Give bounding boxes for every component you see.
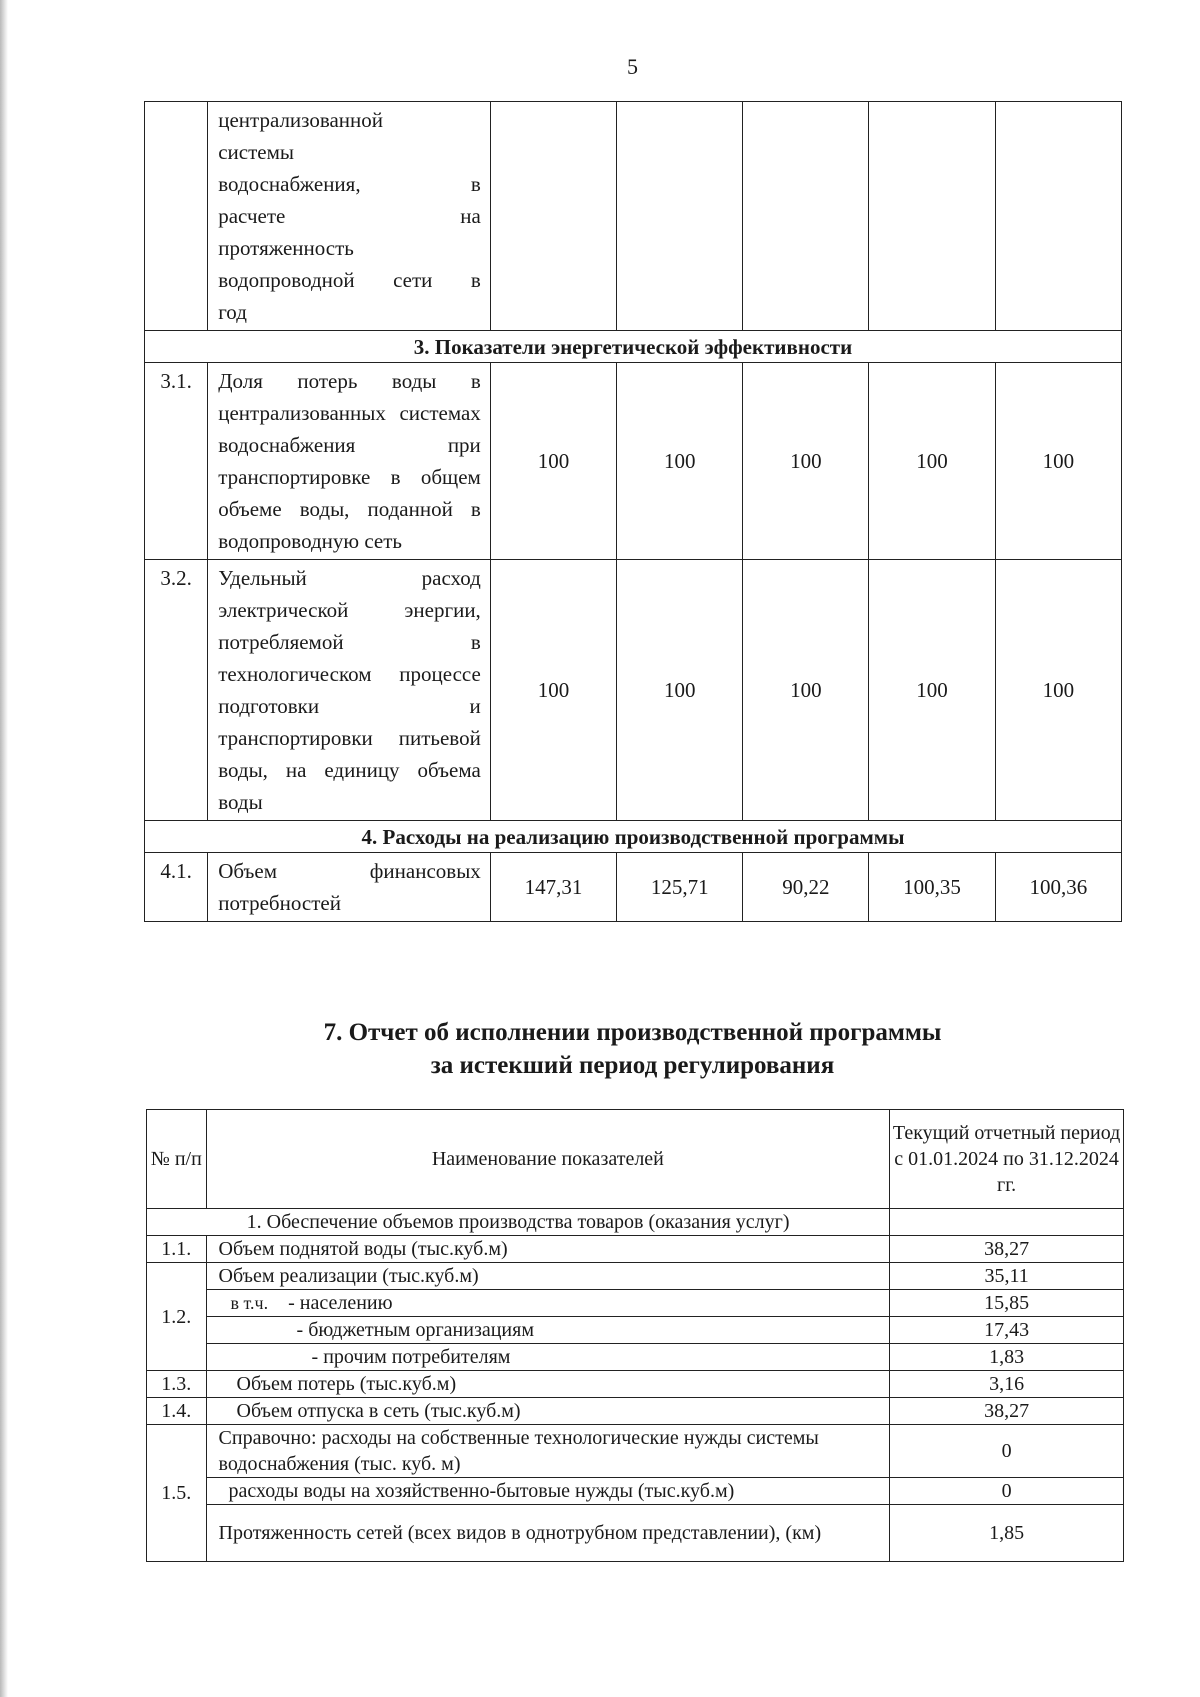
value-cell: 125,71 bbox=[617, 853, 743, 922]
value-cell: 100 bbox=[869, 363, 995, 560]
row-number-cell: 1.5. bbox=[147, 1425, 207, 1562]
value-cell bbox=[890, 1209, 1124, 1236]
table-row bbox=[147, 1263, 1124, 1290]
indicator-label: - бюджетным организациям bbox=[206, 1317, 890, 1344]
indicator-label: - прочим потребителям bbox=[206, 1344, 890, 1371]
value-cell: 100 bbox=[743, 560, 869, 821]
value-cell: 35,11 bbox=[890, 1263, 1124, 1290]
table-row bbox=[145, 560, 1122, 821]
indicators-table-continued bbox=[144, 101, 1122, 922]
indicator-label: Объем отпуска в сеть (тыс.куб.м) bbox=[206, 1398, 890, 1425]
value-cell: 100,35 bbox=[869, 853, 995, 922]
indicator-label: Справочно: расходы на собственные технологические нужды системы водоснабжения (тыс. куб. м) bbox=[206, 1425, 890, 1478]
table-row bbox=[147, 1317, 1124, 1344]
value-cell: 100,36 bbox=[995, 853, 1121, 922]
indicator-name-cell: Доля потерь воды в централизованных системах водоснабжения при транспортировке в общем объеме воды, поданной в водопроводную сеть bbox=[208, 363, 491, 560]
value-cell bbox=[490, 102, 616, 331]
table-row bbox=[145, 102, 1122, 331]
value-cell bbox=[995, 102, 1121, 331]
name-line: водопроводной сети в bbox=[218, 268, 481, 292]
table-row bbox=[147, 1425, 1124, 1478]
value-cell: 100 bbox=[490, 560, 616, 821]
table-row bbox=[145, 853, 1122, 922]
name-line: расчете на bbox=[218, 204, 481, 228]
value-cell: 100 bbox=[743, 363, 869, 560]
column-header-number: № п/п bbox=[147, 1110, 207, 1209]
value-cell: 0 bbox=[890, 1425, 1124, 1478]
name-line: водоснабжения, в bbox=[218, 172, 481, 196]
section-heading bbox=[0, 1016, 1200, 1082]
table-row bbox=[147, 1344, 1124, 1371]
value-cell: 0 bbox=[890, 1478, 1124, 1505]
value-cell: 100 bbox=[995, 560, 1121, 821]
table-row bbox=[147, 1236, 1124, 1263]
row-number-cell: 1.3. bbox=[147, 1371, 207, 1398]
name-line: централизованной bbox=[218, 108, 384, 132]
indicator-name-cell: Объем финансовых потребностей bbox=[208, 853, 491, 922]
value-cell: 100 bbox=[995, 363, 1121, 560]
value-cell: 38,27 bbox=[890, 1398, 1124, 1425]
value-cell: 15,85 bbox=[890, 1290, 1124, 1317]
row-number-cell: 3.1. bbox=[145, 363, 208, 560]
value-cell bbox=[869, 102, 995, 331]
section-header-row bbox=[147, 1209, 1124, 1236]
table-header-row bbox=[147, 1110, 1124, 1209]
program-execution-report-table bbox=[146, 1109, 1124, 1562]
indicator-name-cell: Удельный расход электрической энергии, потребляемой в технологическом процессе подготовки и транспортировки питьевой воды, на единицу объема воды bbox=[208, 560, 491, 821]
row-number-cell bbox=[145, 102, 208, 331]
row-number-cell: 1.1. bbox=[147, 1236, 207, 1263]
value-cell: 3,16 bbox=[890, 1371, 1124, 1398]
section-title: 4. Расходы на реализацию производственной программы bbox=[145, 821, 1122, 853]
indicator-name-cell bbox=[208, 102, 491, 331]
section-heading-line2: за истекший период регулирования bbox=[430, 1052, 835, 1079]
section-heading-line1: 7. Отчет об исполнении производственной программы bbox=[323, 1019, 942, 1046]
value-cell: 1,85 bbox=[890, 1505, 1124, 1562]
name-line: протяженность bbox=[218, 236, 354, 260]
value-cell: 17,43 bbox=[890, 1317, 1124, 1344]
column-header-name: Наименование показателей bbox=[206, 1110, 890, 1209]
page-number: 5 bbox=[627, 54, 638, 79]
value-cell: 38,27 bbox=[890, 1236, 1124, 1263]
value-cell: 100 bbox=[490, 363, 616, 560]
name-line: системы bbox=[218, 140, 294, 164]
indicator-label: Протяженность сетей (всех видов в однотрубном представлении), (км) bbox=[206, 1505, 890, 1562]
name-line: год bbox=[218, 300, 247, 324]
table-row bbox=[147, 1290, 1124, 1317]
table-row bbox=[147, 1505, 1124, 1562]
indicator-label bbox=[206, 1290, 890, 1317]
value-cell: 100 bbox=[869, 560, 995, 821]
indicator-label: расходы воды на хозяйственно-бытовые нужды (тыс.куб.м) bbox=[206, 1478, 890, 1505]
value-cell: 1,83 bbox=[890, 1344, 1124, 1371]
section-title: 1. Обеспечение объемов производства товаров (оказания услуг) bbox=[147, 1209, 890, 1236]
column-header-period: Текущий отчетный период с 01.01.2024 по 31.12.2024 гг. bbox=[890, 1110, 1124, 1209]
table-row bbox=[145, 363, 1122, 560]
indicator-label: Объем поднятой воды (тыс.куб.м) bbox=[206, 1236, 890, 1263]
indicator-label: Объем реализации (тыс.куб.м) bbox=[206, 1263, 890, 1290]
value-cell bbox=[743, 102, 869, 331]
row-number-cell: 1.2. bbox=[147, 1263, 207, 1371]
table-row bbox=[147, 1478, 1124, 1505]
value-cell: 147,31 bbox=[490, 853, 616, 922]
scan-edge-shadow bbox=[0, 0, 8, 1697]
section-header-row bbox=[145, 821, 1122, 853]
value-cell: 90,22 bbox=[743, 853, 869, 922]
value-cell: 100 bbox=[617, 363, 743, 560]
sub-indicator-label: - населению bbox=[288, 1292, 393, 1314]
section-header-row bbox=[145, 331, 1122, 363]
row-number-cell: 4.1. bbox=[145, 853, 208, 922]
row-number-cell: 3.2. bbox=[145, 560, 208, 821]
section-title: 3. Показатели энергетической эффективности bbox=[145, 331, 1122, 363]
value-cell bbox=[617, 102, 743, 331]
including-prefix: в т.ч. bbox=[230, 1293, 269, 1313]
indicator-label: Объем потерь (тыс.куб.м) bbox=[206, 1371, 890, 1398]
value-cell: 100 bbox=[617, 560, 743, 821]
table-row bbox=[147, 1398, 1124, 1425]
row-number-cell: 1.4. bbox=[147, 1398, 207, 1425]
table-row bbox=[147, 1371, 1124, 1398]
